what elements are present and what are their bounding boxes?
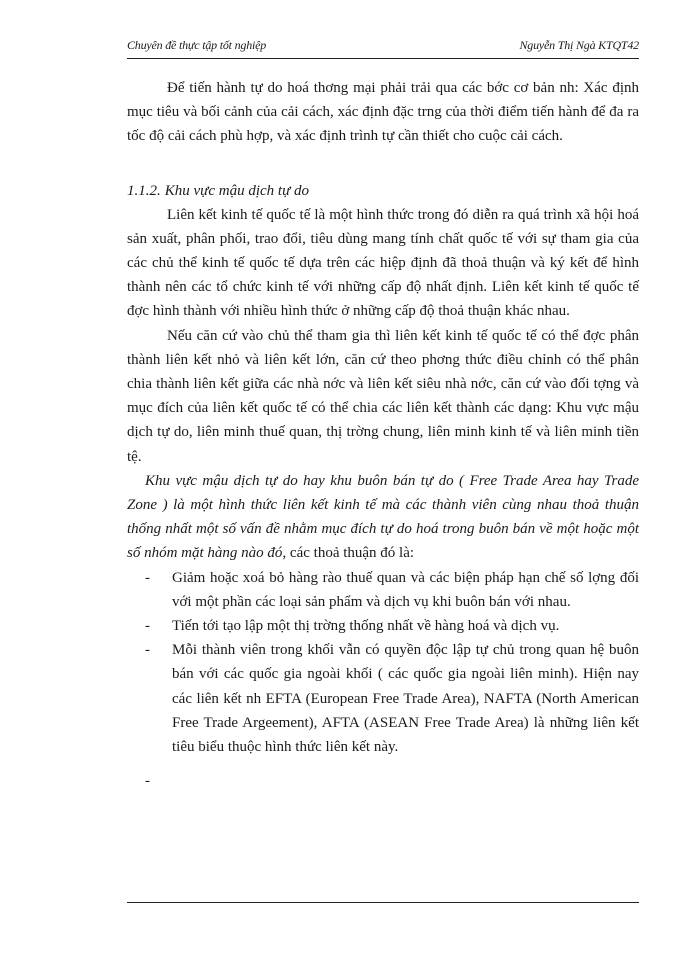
list-item-text: Tiến tới tạo lập một thị trờng thống nhất về hàng hoá và dịch vụ. — [172, 618, 560, 635]
body-paragraph-2: Nếu căn cứ vào chủ thể tham gia thì liên kết kinh tế quốc tế có thể đợc phân thành liên kết nhỏ và liên kết lớn, căn cứ theo phơng thức điều chỉnh có thể phân chia thành liên kết giữa các nhà nớc và liên kết siêu nhà nớc, căn cứ vào đối tợng và mục đích của liên kết quốc tế có thể chia các liên kết thành các dạng: Khu vực mậu dịch tự do, liên minh thuế quan, thị trờng chung, liên minh kinh tế và liên minh tiền tệ. — [127, 327, 639, 465]
dash-bullet: - — [145, 618, 150, 635]
section-spacer — [127, 149, 639, 179]
list-item — [127, 566, 639, 614]
agreements-lead-in: các thoả thuận đó là: — [286, 545, 415, 562]
dash-bullet: - — [145, 773, 150, 790]
intro-paragraph: Để tiến hành tự do hoá thơng mại phải trải qua các bớc cơ bản nh: Xác định mục tiêu và bối cảnh của cải cách, xác định đặc trng của thời điểm tiến hành để đa ra tốc độ cải cách phù hợp, và xác định trình tự cần thiết cho cuộc cải cách. — [127, 80, 639, 145]
free-trade-definition: Khu vực mậu dịch tự do hay khu buôn bán tự do ( Free Trade Area hay Trade Zone ) là một hình thức liên kết kinh tế mà các thành viên cùng nhau thoả thuận thống nhất một số vấn đề nhằm mục đích tự do hoá trong buôn bán về một hoặc một số nhóm mặt hàng nào đó, — [127, 472, 639, 562]
list-item-text: Giảm hoặc xoá bỏ hàng rào thuế quan và các biện pháp hạn chế số lợng đối với một phần các loại sản phẩm và dịch vụ khi buôn bán với nhau. — [172, 569, 639, 610]
header-author-class: Nguyễn Thị Ngà KTQT42 — [519, 38, 639, 52]
footer-divider — [127, 902, 639, 903]
dash-bullet: - — [145, 642, 150, 659]
list-item — [127, 638, 639, 759]
dash-bullet: - — [145, 569, 150, 586]
agreement-list — [127, 566, 639, 760]
page-content — [127, 76, 639, 793]
empty-list-item — [127, 769, 639, 793]
body-paragraph-1: Liên kết kinh tế quốc tế là một hình thức trong đó diễn ra quá trình xã hội hoá sản xuất, phân phối, trao đổi, tiêu dùng mang tính chất quốc tế với sự tham gia của các chủ thể kinh tế quốc tế dựa trên các hiệp định đã thoả thuận và ký kết để hình thành nên các tổ chức kinh tế với những cấp độ nhất định. Liên kết kinh tế quốc tế đợc hình thành với nhiều hình thức ở những cấp độ thoả thuận khác nhau. — [127, 206, 639, 320]
list-item-text: Mỗi thành viên trong khối vẫn có quyền độc lập tự chủ trong quan hệ buôn bán với các quốc gia ngoài khối ( các quốc gia ngoài liên minh). Hiện nay các liên kết nh EFTA (European Free Trade Area), NAFTA (North American Free Trade Argeement), AFTA (ASEAN Free Trade Area) là những liên kết tiêu biểu thuộc hình thức liên kết này. — [172, 642, 639, 756]
section-title: Khu vực mậu dịch tự do — [164, 182, 310, 199]
section-number: 1.1.2. — [127, 182, 161, 199]
page-header — [127, 38, 639, 56]
header-document-title: Chuyên đề thực tập tốt nghiệp — [127, 38, 267, 52]
section-heading — [127, 179, 639, 203]
header-divider — [127, 58, 639, 59]
list-item — [127, 614, 639, 638]
body-paragraph-3 — [127, 469, 639, 566]
